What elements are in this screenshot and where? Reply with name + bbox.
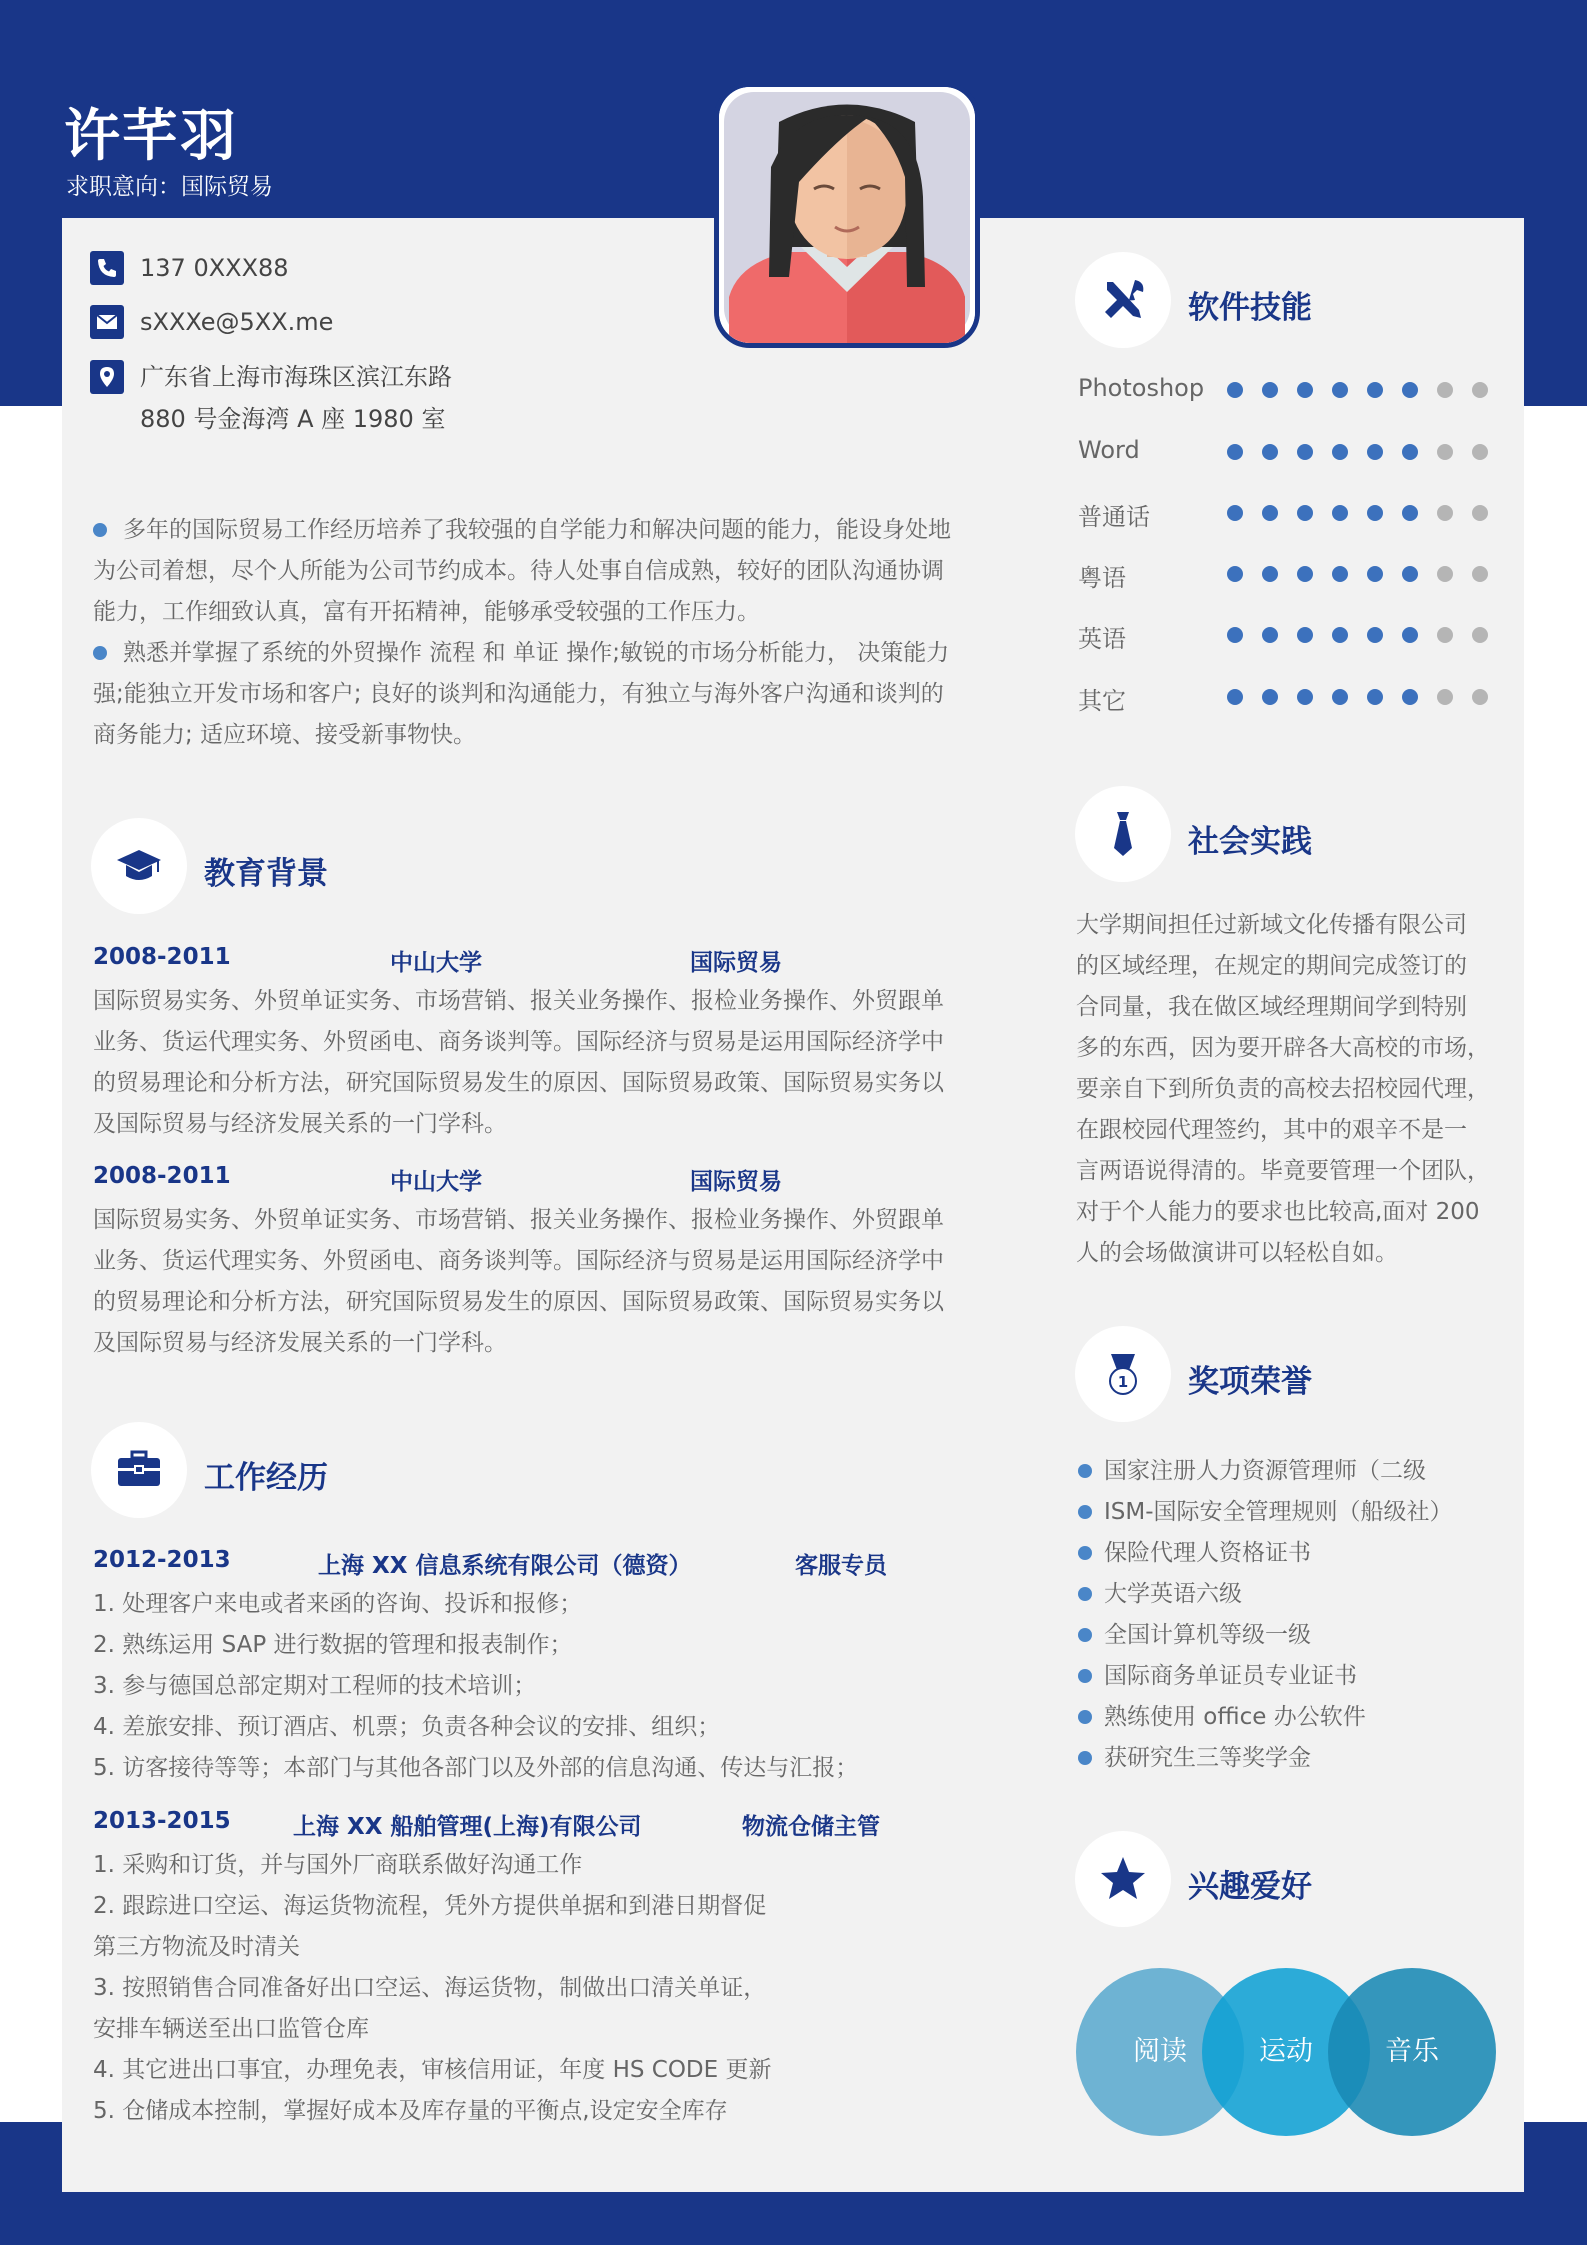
edu-1-line: 国际贸易实务、外贸单证实务、市场营销、报关业务操作、报检业务操作、外贸跟单	[93, 988, 944, 1014]
skill-dot-empty	[1437, 627, 1453, 643]
work-1-company: 上海 XX 信息系统有限公司（德资）	[318, 1553, 692, 1579]
skill-dot-filled	[1402, 505, 1418, 521]
edu-2-years: 2008-2011	[93, 1163, 231, 1189]
skill-dot-filled	[1227, 505, 1243, 521]
work-2-duties	[93, 1845, 1013, 2132]
skill-dot-empty	[1472, 566, 1488, 582]
work-1-line: 5. 访客接待等等；本部门与其他各部门以及外部的信息沟通、传达与汇报；	[93, 1755, 859, 1781]
skill-label: Photoshop	[1078, 374, 1205, 402]
work-2-line: 安排车辆送至出口监管仓库	[93, 2016, 369, 2042]
skill-dot-filled	[1227, 382, 1243, 398]
skill-dot-empty	[1437, 444, 1453, 460]
summary-p1-line: 能力，工作细致认真，富有开拓精神，能够承受较强的工作压力。	[93, 599, 760, 625]
edu-1-line: 业务、货运代理实务、外贸函电、商务谈判等。国际经济与贸易是运用国际经济学中	[93, 1029, 944, 1055]
skill-dot-empty	[1437, 382, 1453, 398]
skill-dot-filled	[1227, 627, 1243, 643]
education-title: 教育背景	[204, 856, 328, 892]
work-2-line: 1. 采购和订货，并与国外厂商联系做好沟通工作	[93, 1852, 583, 1878]
skill-dot-filled	[1332, 505, 1348, 521]
hobby-music: 音乐	[1328, 1968, 1496, 2136]
practice-text	[1076, 905, 1516, 1274]
work-2-line: 第三方物流及时清关	[93, 1934, 300, 1960]
summary-paragraph-2	[93, 633, 993, 756]
skill-dot-filled	[1297, 505, 1313, 521]
address-line-2: 880 号金海湾 A 座 1980 室	[140, 405, 446, 433]
hobby-sports: 运动	[1202, 1968, 1370, 2136]
hobby-reading: 阅读	[1076, 1968, 1244, 2136]
work-1-line: 1. 处理客户来电或者来函的咨询、投诉和报修；	[93, 1591, 583, 1617]
award-item: 大学英语六级	[1104, 1581, 1242, 1607]
skill-label: 粤语	[1078, 564, 1126, 592]
skill-dot-filled	[1227, 444, 1243, 460]
skill-dot-empty	[1472, 444, 1488, 460]
skill-dot-filled	[1332, 627, 1348, 643]
skill-dot-filled	[1262, 444, 1278, 460]
medal-icon	[1075, 1326, 1171, 1422]
skill-dot-filled	[1262, 689, 1278, 705]
award-bullet	[1078, 1710, 1092, 1724]
summary-p2-line: 熟悉并掌握了系统的外贸操作 流程 和 单证 操作;敏锐的市场分析能力， 决策能力	[123, 640, 950, 666]
practice-line: 合同量，我在做区域经理期间学到特别	[1076, 994, 1467, 1020]
hobbies-title: 兴趣爱好	[1188, 1869, 1312, 1905]
edu-1-line: 的贸易理论和分析方法，研究国际贸易发生的原因、国际贸易政策、国际贸易实务以	[93, 1070, 944, 1096]
graduation-cap-icon	[91, 818, 187, 914]
skill-dot-filled	[1402, 627, 1418, 643]
skill-dot-filled	[1367, 566, 1383, 582]
practice-line: 人的会场做演讲可以轻松自如。	[1076, 1240, 1398, 1266]
email-text: sXXXe@5XX.me	[140, 308, 334, 336]
work-1-line: 4. 差旅安排、预订酒店、机票；负责各种会议的安排、组织；	[93, 1714, 721, 1740]
practice-title: 社会实践	[1188, 824, 1312, 860]
avatar-illustration	[719, 87, 975, 343]
skill-dot-filled	[1402, 382, 1418, 398]
skill-dot-empty	[1472, 382, 1488, 398]
skill-label: Word	[1078, 436, 1140, 464]
summary-p1-line: 为公司着想，尽个人所能为公司节约成本。待人处事自信成熟，较好的团队沟通协调	[93, 558, 944, 584]
work-2-line: 2. 跟踪进口空运、海运货物流程，凭外方提供单据和到港日期督促	[93, 1893, 767, 1919]
work-1-line: 2. 熟练运用 SAP 进行数据的管理和报表制作；	[93, 1632, 573, 1658]
skill-dot-filled	[1332, 566, 1348, 582]
skill-dot-filled	[1367, 627, 1383, 643]
skill-label: 普通话	[1078, 503, 1150, 531]
briefcase-icon	[91, 1422, 187, 1518]
practice-line: 在跟校园代理签约，其中的艰辛不是一	[1076, 1117, 1467, 1143]
practice-line: 的区域经理，在规定的期间完成签订的	[1076, 953, 1467, 979]
skill-dot-filled	[1402, 566, 1418, 582]
award-item: 获研究生三等奖学金	[1104, 1745, 1311, 1771]
award-item: 国家注册人力资源管理师（二级	[1104, 1458, 1426, 1484]
edu-2-school: 中山大学	[390, 1169, 482, 1195]
award-item: ISM-国际安全管理规则（船级社）	[1104, 1499, 1453, 1525]
practice-line: 多的东西，因为要开辟各大高校的市场，	[1076, 1035, 1490, 1061]
address-line-1: 广东省上海市海珠区滨江东路	[140, 363, 452, 391]
work-2-line: 3. 按照销售合同准备好出口空运、海运货物，制做出口清关单证，	[93, 1975, 767, 2001]
award-bullet	[1078, 1464, 1092, 1478]
skill-dot-filled	[1262, 382, 1278, 398]
skill-dot-filled	[1367, 689, 1383, 705]
skill-dot-filled	[1402, 689, 1418, 705]
summary-p2-line: 商务能力; 适应环境、接受新事物快。	[93, 722, 477, 748]
edu-2-line: 业务、货运代理实务、外贸函电、商务谈判等。国际经济与贸易是运用国际经济学中	[93, 1248, 944, 1274]
edu-2-description	[93, 1200, 1013, 1364]
skill-dot-filled	[1297, 627, 1313, 643]
edu-2-line: 及国际贸易与经济发展关系的一门学科。	[93, 1330, 507, 1356]
edu-2-line: 国际贸易实务、外贸单证实务、市场营销、报关业务操作、报检业务操作、外贸跟单	[93, 1207, 944, 1233]
award-bullet	[1078, 1587, 1092, 1601]
skill-dot-empty	[1437, 689, 1453, 705]
location-pin-icon	[90, 360, 124, 394]
job-intent: 求职意向：国际贸易	[66, 174, 273, 200]
skill-dot-filled	[1227, 566, 1243, 582]
skill-dot-filled	[1297, 689, 1313, 705]
skill-dot-filled	[1262, 627, 1278, 643]
work-2-line: 4. 其它进出口事宜，办理免表，审核信用证，年度 HS CODE 更新	[93, 2057, 772, 2083]
edu-2-line: 的贸易理论和分析方法，研究国际贸易发生的原因、国际贸易政策、国际贸易实务以	[93, 1289, 944, 1315]
work-1-years: 2012-2013	[93, 1547, 231, 1573]
avatar	[714, 82, 980, 348]
necktie-icon	[1075, 786, 1171, 882]
skill-label: 英语	[1078, 625, 1126, 653]
skill-dot-filled	[1367, 444, 1383, 460]
skill-dot-filled	[1297, 566, 1313, 582]
skill-dot-filled	[1262, 505, 1278, 521]
edu-1-line: 及国际贸易与经济发展关系的一门学科。	[93, 1111, 507, 1137]
skill-dot-filled	[1297, 444, 1313, 460]
summary-p1-line: 多年的国际贸易工作经历培养了我较强的自学能力和解决问题的能力，能设身处地	[123, 517, 951, 543]
award-bullet	[1078, 1505, 1092, 1519]
award-item: 国际商务单证员专业证书	[1104, 1663, 1357, 1689]
skill-dot-empty	[1472, 627, 1488, 643]
skills-title: 软件技能	[1188, 290, 1312, 326]
practice-line: 言两语说得清的。毕竟要管理一个团队，	[1076, 1158, 1490, 1184]
edu-2-major: 国际贸易	[690, 1169, 782, 1195]
skill-dot-filled	[1402, 444, 1418, 460]
edu-1-description	[93, 981, 1013, 1145]
work-2-position: 物流仓储主管	[742, 1814, 880, 1840]
practice-line: 大学期间担任过新域文化传播有限公司	[1076, 912, 1467, 938]
skill-dot-filled	[1262, 566, 1278, 582]
work-1-position: 客服专员	[795, 1553, 887, 1579]
award-bullet	[1078, 1751, 1092, 1765]
medal-number: 1	[1117, 1373, 1129, 1391]
skill-dot-filled	[1367, 382, 1383, 398]
mail-icon	[90, 305, 124, 339]
summary-paragraph-1	[93, 510, 993, 633]
practice-line: 要亲自下到所负责的高校去招校园代理，	[1076, 1076, 1490, 1102]
skill-dot-filled	[1332, 382, 1348, 398]
phone-text: 137 0XXX88	[140, 254, 289, 282]
work-title: 工作经历	[204, 1460, 328, 1496]
skill-dot-empty	[1472, 505, 1488, 521]
awards-title: 奖项荣誉	[1188, 1364, 1312, 1400]
award-item: 全国计算机等级一级	[1104, 1622, 1311, 1648]
work-1-line: 3. 参与德国总部定期对工程师的技术培训；	[93, 1673, 537, 1699]
work-2-years: 2013-2015	[93, 1808, 231, 1834]
work-2-company: 上海 XX 船舶管理(上海)有限公司	[293, 1814, 642, 1840]
skill-dot-filled	[1367, 505, 1383, 521]
skill-dot-filled	[1297, 382, 1313, 398]
star-icon	[1075, 1831, 1171, 1927]
skill-dot-empty	[1437, 566, 1453, 582]
skill-dot-filled	[1332, 689, 1348, 705]
edu-1-school: 中山大学	[390, 950, 482, 976]
work-1-duties	[93, 1584, 1013, 1789]
edu-1-years: 2008-2011	[93, 944, 231, 970]
work-2-line: 5. 仓储成本控制，掌握好成本及库存量的平衡点,设定安全库存	[93, 2098, 728, 2124]
skill-dot-filled	[1332, 444, 1348, 460]
edu-1-major: 国际贸易	[690, 950, 782, 976]
award-bullet	[1078, 1546, 1092, 1560]
summary-p2-line: 强;能独立开发市场和客户; 良好的谈判和沟通能力，有独立与海外客户沟通和谈判的	[93, 681, 944, 707]
skill-dot-empty	[1472, 689, 1488, 705]
skill-dot-filled	[1227, 689, 1243, 705]
award-item: 熟练使用 office 办公软件	[1104, 1704, 1366, 1730]
tools-icon	[1075, 252, 1171, 348]
skill-label: 其它	[1078, 687, 1126, 715]
award-item: 保险代理人资格证书	[1104, 1540, 1311, 1566]
skill-dot-empty	[1437, 505, 1453, 521]
award-bullet	[1078, 1669, 1092, 1683]
practice-line: 对于个人能力的要求也比较高,面对 200	[1076, 1199, 1480, 1225]
award-bullet	[1078, 1628, 1092, 1642]
candidate-name: 许芊羽	[64, 104, 238, 169]
phone-icon	[90, 251, 124, 285]
